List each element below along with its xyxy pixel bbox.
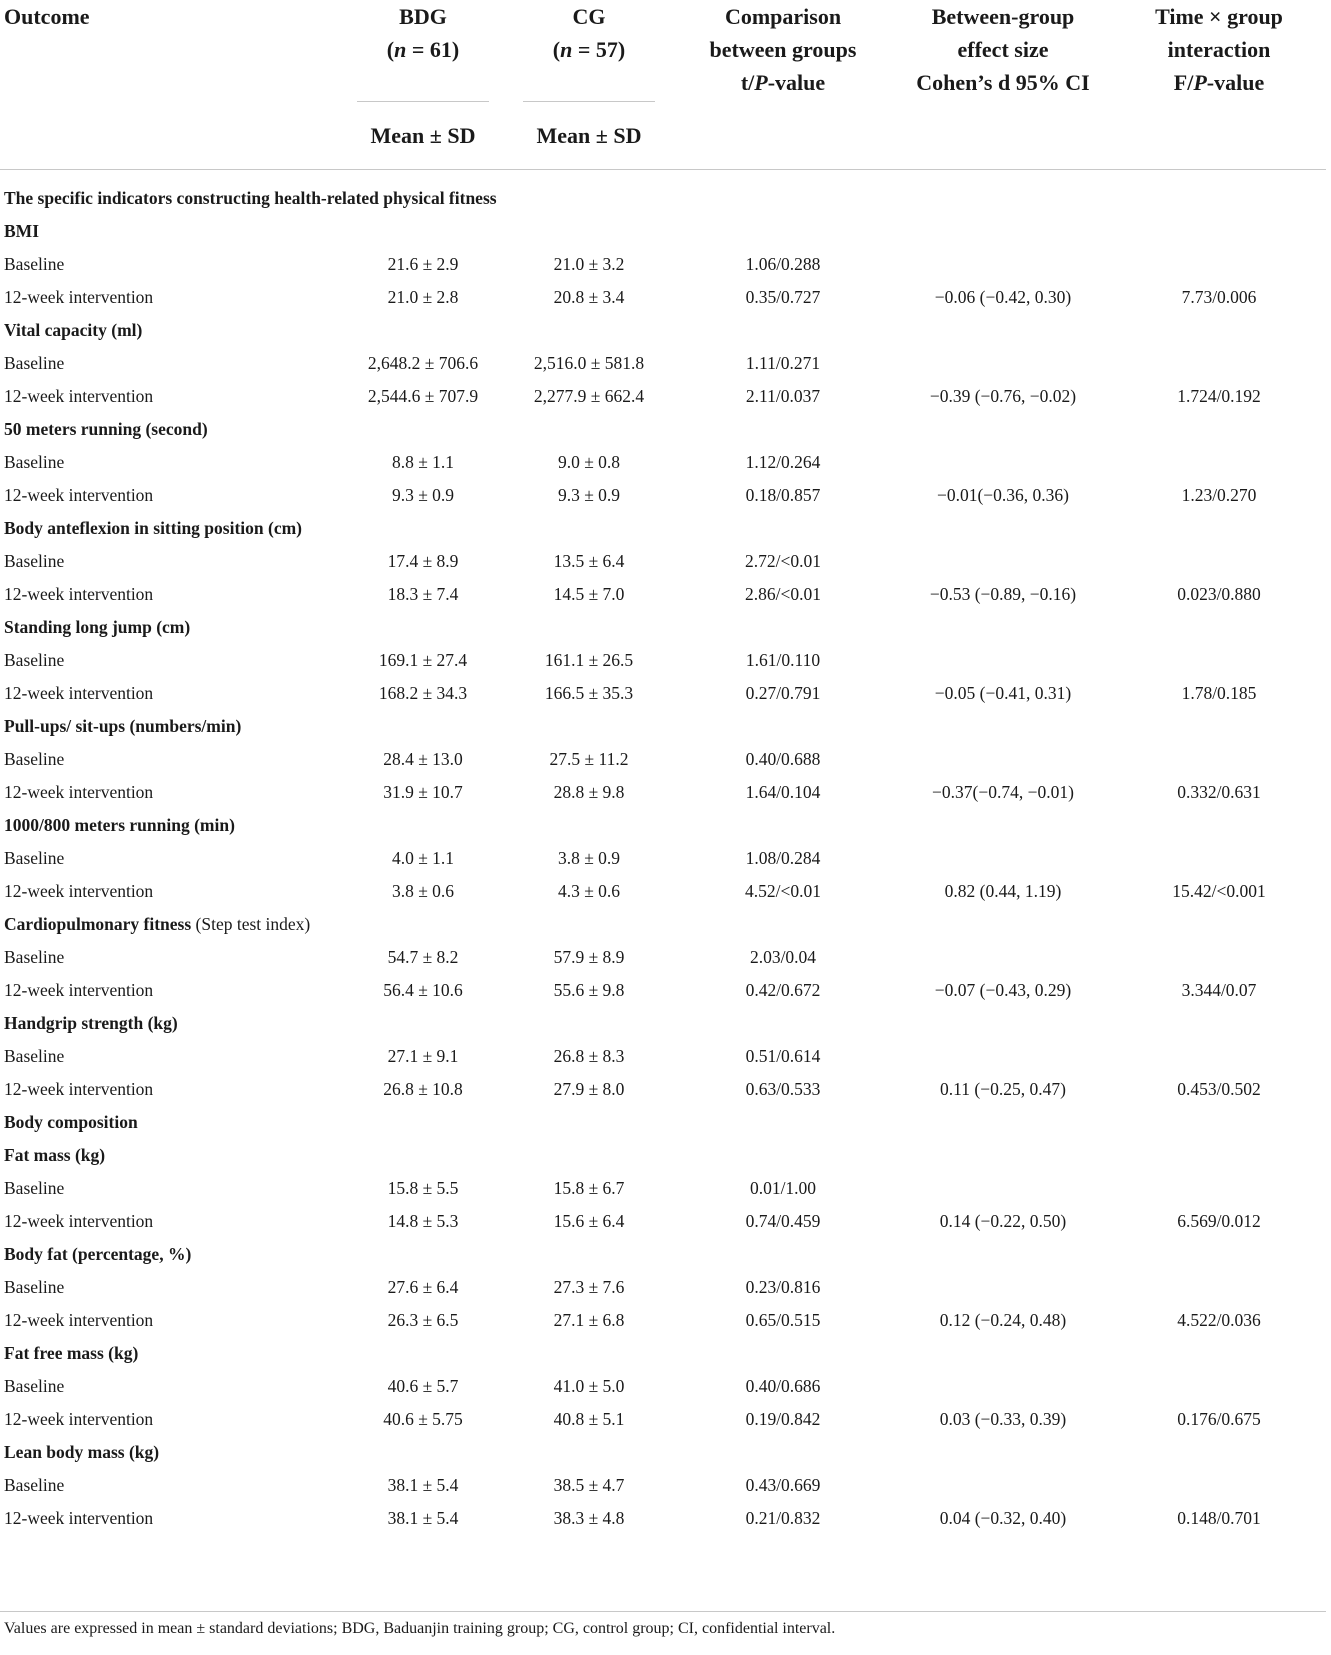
- effect-size-value: −0.37(−0.74, −0.01): [932, 782, 1074, 802]
- section-row: [0, 1436, 1326, 1469]
- header-bdg-mean-sd: Mean ± SD: [370, 123, 476, 148]
- cg-value: 20.8 ± 3.4: [553, 287, 625, 307]
- bdg-value: 31.9 ± 10.7: [383, 782, 463, 802]
- bdg-value: 8.8 ± 1.1: [391, 452, 455, 472]
- bdg-value: 3.8 ± 0.6: [391, 881, 455, 901]
- section-row: [0, 413, 1326, 446]
- row-label: 12-week intervention: [4, 485, 154, 505]
- effect-size-value: [894, 545, 1112, 578]
- cg-value: 26.8 ± 8.3: [553, 1046, 625, 1066]
- row-label: Baseline: [4, 848, 65, 868]
- table-row: [0, 1403, 1326, 1436]
- section-label: Body composition: [4, 1112, 138, 1132]
- row-label: 12-week intervention: [4, 584, 154, 604]
- effect-size-value: [894, 644, 1112, 677]
- t-p-value: 0.40/0.686: [745, 1376, 821, 1396]
- t-p-value: 0.51/0.614: [745, 1046, 821, 1066]
- t-p-value: 0.42/0.672: [745, 980, 821, 1000]
- interaction-value: 3.344/0.07: [1181, 980, 1257, 1000]
- section-row: [0, 611, 1326, 644]
- bdg-subheader-rule: [357, 101, 489, 102]
- table-row: [0, 776, 1326, 809]
- interaction-value: 1.23/0.270: [1181, 485, 1257, 505]
- section-row: [0, 1106, 1326, 1139]
- bdg-value: 4.0 ± 1.1: [391, 848, 455, 868]
- row-label: Baseline: [4, 1376, 65, 1396]
- t-p-value: 1.08/0.284: [745, 848, 821, 868]
- section-row: [0, 809, 1326, 842]
- t-p-value: 1.12/0.264: [745, 452, 821, 472]
- t-p-value: 1.11/0.271: [745, 353, 821, 373]
- section-label: Cardiopulmonary fitness (Step test index): [4, 914, 311, 934]
- bdg-value: 2,648.2 ± 706.6: [367, 353, 479, 373]
- cg-value: 4.3 ± 0.6: [557, 881, 621, 901]
- row-label: 12-week intervention: [4, 980, 154, 1000]
- interaction-value: 1.724/0.192: [1177, 386, 1261, 406]
- effect-size-value: 0.82 (0.44, 1.19): [944, 881, 1062, 901]
- table-row: [0, 842, 1326, 875]
- table-row: [0, 545, 1326, 578]
- row-label: Baseline: [4, 551, 65, 571]
- bdg-value: 18.3 ± 7.4: [387, 584, 459, 604]
- bdg-value: 169.1 ± 27.4: [378, 650, 468, 670]
- t-p-value: 0.18/0.857: [745, 485, 821, 505]
- cg-value: 161.1 ± 26.5: [544, 650, 634, 670]
- cg-value: 40.8 ± 5.1: [553, 1409, 625, 1429]
- cg-value: 2,516.0 ± 581.8: [533, 353, 645, 373]
- cg-value: 15.8 ± 6.7: [553, 1178, 625, 1198]
- row-label: 12-week intervention: [4, 782, 154, 802]
- interaction-value: [1112, 248, 1326, 281]
- t-p-value: 1.61/0.110: [745, 650, 821, 670]
- cg-value: 38.5 ± 4.7: [553, 1475, 625, 1495]
- bdg-value: 28.4 ± 13.0: [383, 749, 463, 769]
- effect-size-value: −0.53 (−0.89, −0.16): [929, 584, 1077, 604]
- section-row: [0, 215, 1326, 248]
- interaction-value: [1112, 842, 1326, 875]
- cg-value: 21.0 ± 3.2: [553, 254, 625, 274]
- section-label: BMI: [4, 221, 39, 241]
- cg-value: 13.5 ± 6.4: [553, 551, 625, 571]
- t-p-value: 0.27/0.791: [745, 683, 821, 703]
- t-p-value: 0.43/0.669: [745, 1475, 821, 1495]
- table-row: [0, 1040, 1326, 1073]
- section-label: Lean body mass (kg): [4, 1442, 160, 1462]
- table-row: [0, 875, 1326, 908]
- effect-size-value: [894, 446, 1112, 479]
- effect-size-value: −0.06 (−0.42, 0.30): [934, 287, 1072, 307]
- table-row: [0, 380, 1326, 413]
- effect-size-value: [894, 1370, 1112, 1403]
- section-row: [0, 512, 1326, 545]
- row-label: Baseline: [4, 650, 65, 670]
- section-row: [0, 1007, 1326, 1040]
- table-row: [0, 1172, 1326, 1205]
- table-row: [0, 1205, 1326, 1238]
- table-row: [0, 1073, 1326, 1106]
- t-p-value: 2.72/<0.01: [745, 551, 821, 571]
- cg-value: 27.1 ± 6.8: [553, 1310, 625, 1330]
- header-bdg: BDG (n = 61): [386, 4, 460, 62]
- table-row: [0, 974, 1326, 1007]
- table-row: [0, 644, 1326, 677]
- effect-size-value: −0.05 (−0.41, 0.31): [934, 683, 1072, 703]
- table-row: [0, 677, 1326, 710]
- effect-size-value: [894, 1469, 1112, 1502]
- effect-size-value: 0.12 (−0.24, 0.48): [939, 1310, 1067, 1330]
- section-label: The specific indicators constructing health-related physical fitness: [4, 188, 497, 208]
- section-row: [0, 314, 1326, 347]
- table-row: [0, 941, 1326, 974]
- t-p-value: 0.74/0.459: [745, 1211, 821, 1231]
- effect-size-value: [894, 1040, 1112, 1073]
- bdg-value: 17.4 ± 8.9: [387, 551, 459, 571]
- t-p-value: 2.11/0.037: [745, 386, 821, 406]
- header-cg: CG (n = 57): [552, 4, 626, 62]
- section-label: 50 meters running (second): [4, 419, 208, 439]
- bdg-value: 56.4 ± 10.6: [383, 980, 463, 1000]
- t-p-value: 2.03/0.04: [749, 947, 817, 967]
- row-label: Baseline: [4, 1178, 65, 1198]
- table-row: [0, 743, 1326, 776]
- bdg-value: 27.6 ± 6.4: [387, 1277, 459, 1297]
- header-interaction: Time × group interaction F/P-value: [1155, 4, 1283, 95]
- interaction-value: [1112, 545, 1326, 578]
- section-label: Body anteflexion in sitting position (cm): [4, 518, 303, 538]
- row-label: Baseline: [4, 1475, 65, 1495]
- interaction-value: 4.522/0.036: [1177, 1310, 1261, 1330]
- effect-size-value: −0.01(−0.36, 0.36): [936, 485, 1070, 505]
- interaction-value: 0.332/0.631: [1177, 782, 1261, 802]
- cg-subheader-rule: [523, 101, 655, 102]
- bdg-value: 21.0 ± 2.8: [387, 287, 459, 307]
- cg-value: 57.9 ± 8.9: [553, 947, 625, 967]
- row-label: 12-week intervention: [4, 386, 154, 406]
- row-label: 12-week intervention: [4, 1409, 154, 1429]
- section-row: [0, 182, 1326, 215]
- effect-size-value: [894, 1271, 1112, 1304]
- cg-value: 14.5 ± 7.0: [553, 584, 625, 604]
- section-label: Fat mass (kg): [4, 1145, 106, 1165]
- header-outcome: Outcome: [4, 4, 90, 29]
- bdg-value: 2,544.6 ± 707.9: [367, 386, 479, 406]
- t-p-value: 1.06/0.288: [745, 254, 821, 274]
- cg-value: 27.3 ± 7.6: [553, 1277, 625, 1297]
- interaction-value: [1112, 644, 1326, 677]
- interaction-value: [1112, 1172, 1326, 1205]
- row-label: Baseline: [4, 749, 65, 769]
- table-row: [0, 1469, 1326, 1502]
- effect-size-value: −0.39 (−0.76, −0.02): [929, 386, 1077, 406]
- bdg-value: 40.6 ± 5.7: [387, 1376, 459, 1396]
- effect-size-value: [894, 743, 1112, 776]
- bdg-value: 38.1 ± 5.4: [387, 1475, 459, 1495]
- t-p-value: 1.64/0.104: [745, 782, 821, 802]
- section-row: [0, 710, 1326, 743]
- t-p-value: 0.19/0.842: [745, 1409, 821, 1429]
- interaction-value: 1.78/0.185: [1181, 683, 1257, 703]
- bdg-value: 168.2 ± 34.3: [378, 683, 468, 703]
- table-row: [0, 1304, 1326, 1337]
- bdg-value: 21.6 ± 2.9: [387, 254, 459, 274]
- bdg-value: 9.3 ± 0.9: [391, 485, 455, 505]
- header-bdg-n: (n = 61): [386, 37, 460, 62]
- section-row: [0, 1337, 1326, 1370]
- interaction-value: 6.569/0.012: [1177, 1211, 1261, 1231]
- row-label: 12-week intervention: [4, 1508, 154, 1528]
- row-label: 12-week intervention: [4, 1211, 154, 1231]
- interaction-value: [1112, 1040, 1326, 1073]
- section-label: 1000/800 meters running (min): [4, 815, 235, 835]
- table-row: [0, 578, 1326, 611]
- effect-size-value: 0.03 (−0.33, 0.39): [939, 1409, 1067, 1429]
- row-label: 12-week intervention: [4, 881, 154, 901]
- table-row: [0, 479, 1326, 512]
- t-p-value: 0.65/0.515: [745, 1310, 821, 1330]
- interaction-value: 0.148/0.701: [1177, 1508, 1261, 1528]
- cg-value: 3.8 ± 0.9: [557, 848, 621, 868]
- cg-value: 166.5 ± 35.3: [544, 683, 634, 703]
- cg-value: 55.6 ± 9.8: [553, 980, 625, 1000]
- row-label: 12-week intervention: [4, 683, 154, 703]
- effect-size-value: [894, 248, 1112, 281]
- t-p-value: 0.35/0.727: [745, 287, 821, 307]
- bdg-value: 54.7 ± 8.2: [387, 947, 459, 967]
- cg-value: 15.6 ± 6.4: [553, 1211, 625, 1231]
- effect-size-value: [894, 941, 1112, 974]
- interaction-value: [1112, 446, 1326, 479]
- header-cg-n: (n = 57): [552, 37, 626, 62]
- interaction-value: 0.453/0.502: [1177, 1079, 1261, 1099]
- t-p-value: 4.52/<0.01: [745, 881, 821, 901]
- row-label: 12-week intervention: [4, 1310, 154, 1330]
- cg-value: 9.0 ± 0.8: [557, 452, 621, 472]
- interaction-value: [1112, 941, 1326, 974]
- interaction-value: 7.73/0.006: [1181, 287, 1257, 307]
- row-label: Baseline: [4, 1046, 65, 1066]
- cg-value: 38.3 ± 4.8: [553, 1508, 625, 1528]
- interaction-value: 0.023/0.880: [1177, 584, 1261, 604]
- bdg-value: 14.8 ± 5.3: [387, 1211, 459, 1231]
- effect-size-value: [894, 842, 1112, 875]
- row-label: Baseline: [4, 452, 65, 472]
- row-label: 12-week intervention: [4, 287, 154, 307]
- row-label: Baseline: [4, 353, 65, 373]
- table-footnote: Values are expressed in mean ± standard deviations; BDG, Baduanjin training group; CG, control group; CI, confidential interval.: [4, 1620, 836, 1637]
- row-label: Baseline: [4, 947, 65, 967]
- footer-rule: [0, 1611, 1326, 1612]
- cg-value: 27.9 ± 8.0: [553, 1079, 625, 1099]
- interaction-value: [1112, 1271, 1326, 1304]
- header-cg-mean-sd: Mean ± SD: [536, 123, 642, 148]
- section-row: [0, 908, 1326, 941]
- bdg-value: 40.6 ± 5.75: [383, 1409, 463, 1429]
- t-p-value: 0.40/0.688: [745, 749, 821, 769]
- table-row: [0, 281, 1326, 314]
- t-p-value: 0.01/1.00: [749, 1178, 817, 1198]
- table-row: [0, 1271, 1326, 1304]
- table-row: [0, 446, 1326, 479]
- table-row: [0, 248, 1326, 281]
- table-body: [0, 170, 1326, 1536]
- cg-value: 2,277.9 ± 662.4: [533, 386, 645, 406]
- bdg-value: 26.8 ± 10.8: [383, 1079, 463, 1099]
- section-label: Body fat (percentage, %): [4, 1244, 192, 1264]
- bdg-value: 27.1 ± 9.1: [387, 1046, 459, 1066]
- section-label: Handgrip strength (kg): [4, 1013, 178, 1033]
- interaction-value: 15.42/<0.001: [1172, 881, 1266, 901]
- section-label: Fat free mass (kg): [4, 1343, 139, 1363]
- interaction-value: [1112, 347, 1326, 380]
- effect-size-value: 0.04 (−0.32, 0.40): [939, 1508, 1067, 1528]
- table-row: [0, 347, 1326, 380]
- section-label: Pull-ups/ sit-ups (numbers/min): [4, 716, 242, 736]
- cg-value: 27.5 ± 11.2: [549, 749, 629, 769]
- effect-size-value: −0.07 (−0.43, 0.29): [934, 980, 1072, 1000]
- interaction-value: [1112, 743, 1326, 776]
- t-p-value: 0.23/0.816: [745, 1277, 821, 1297]
- table-header: [0, 0, 1326, 170]
- effect-size-value: [894, 1172, 1112, 1205]
- section-label: Vital capacity (ml): [4, 320, 143, 340]
- interaction-value: [1112, 1469, 1326, 1502]
- t-p-value: 0.63/0.533: [745, 1079, 821, 1099]
- cg-value: 9.3 ± 0.9: [557, 485, 621, 505]
- header-effect-size: Between-group effect size Cohen’s d 95% CI: [916, 4, 1090, 95]
- bdg-value: 26.3 ± 6.5: [387, 1310, 459, 1330]
- effect-size-value: [894, 347, 1112, 380]
- row-label: Baseline: [4, 1277, 65, 1297]
- table-row: [0, 1502, 1326, 1535]
- header-comparison: Comparison between groups t/P-value: [709, 4, 857, 95]
- interaction-value: [1112, 1370, 1326, 1403]
- section-row: [0, 1139, 1326, 1172]
- table-row: [0, 1370, 1326, 1403]
- row-label: 12-week intervention: [4, 1079, 154, 1099]
- t-p-value: 2.86/<0.01: [745, 584, 821, 604]
- effect-size-value: 0.14 (−0.22, 0.50): [939, 1211, 1067, 1231]
- bdg-value: 15.8 ± 5.5: [387, 1178, 459, 1198]
- interaction-value: 0.176/0.675: [1177, 1409, 1261, 1429]
- effect-size-value: 0.11 (−0.25, 0.47): [940, 1079, 1066, 1099]
- cg-value: 28.8 ± 9.8: [553, 782, 625, 802]
- t-p-value: 0.21/0.832: [745, 1508, 821, 1528]
- row-label: Baseline: [4, 254, 65, 274]
- section-row: [0, 1238, 1326, 1271]
- section-label: Standing long jump (cm): [4, 617, 191, 637]
- cg-value: 41.0 ± 5.0: [553, 1376, 625, 1396]
- bdg-value: 38.1 ± 5.4: [387, 1508, 459, 1528]
